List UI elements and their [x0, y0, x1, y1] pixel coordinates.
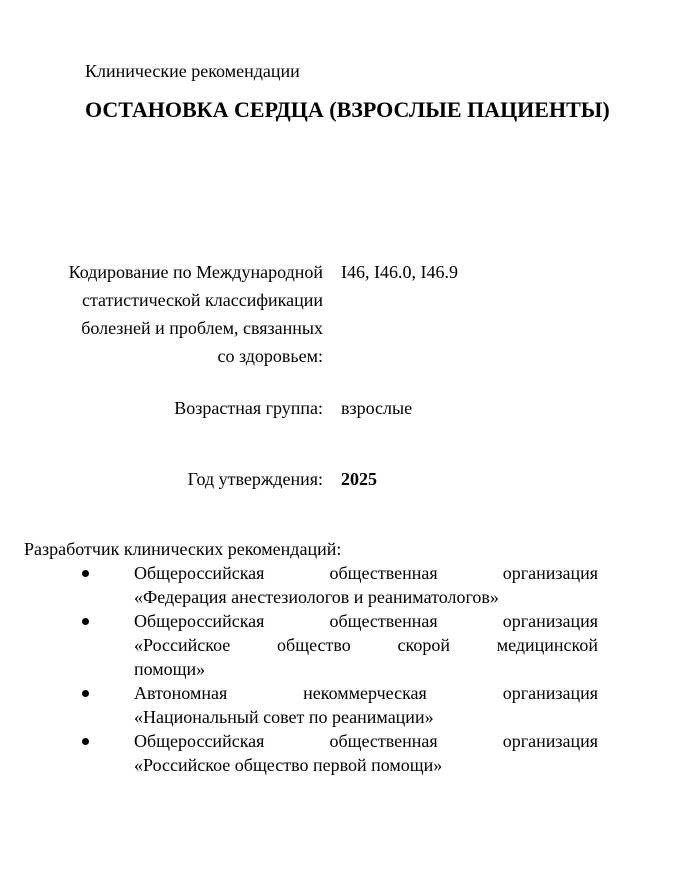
document-subtitle: Клинические рекомендации [85, 61, 300, 81]
developer-item-line: Общероссийская общественная организация [134, 563, 598, 583]
developer-item-line: Общероссийская общественная организация [134, 611, 598, 631]
developer-item-line: помощи» [134, 659, 206, 679]
developer-item [0, 681, 598, 729]
icd-coding-label-line: Кодирование по Международной [68, 262, 323, 282]
approval-year-label: Год утверждения: [187, 469, 323, 489]
icd-coding-label-line: статистической классификации [81, 290, 323, 310]
approval-year-value: 2025 [341, 469, 377, 489]
developer-item-line: Автономная некоммерческая организация [134, 683, 598, 703]
developer-item [0, 609, 598, 681]
document-title: ОСТАНОВКА СЕРДЦА (ВЗРОСЛЫЕ ПАЦИЕНТЫ) [85, 97, 610, 122]
developer-item-line: Общероссийская общественная организация [134, 731, 598, 751]
icd-coding-label-line: болезней и проблем, связанных [81, 318, 323, 338]
bullet-icon [82, 618, 89, 625]
developer-item-line: «Российское общество скорой медицинской [134, 635, 598, 655]
developer-item-line: «Российское общество первой помощи» [134, 755, 443, 775]
bullet-icon [82, 738, 89, 745]
developer-item [0, 561, 598, 609]
bullet-icon [82, 570, 89, 577]
icd-coding-value: I46, I46.0, I46.9 [341, 262, 458, 282]
developer-item-line: «Национальный совет по реанимации» [134, 707, 434, 727]
developer-item-line: «Федерация анестезиологов и реаниматологов» [134, 587, 499, 607]
age-group-value: взрослые [341, 398, 413, 418]
icd-coding-label [69, 258, 323, 370]
developers-list [0, 561, 700, 777]
developer-item [0, 729, 598, 777]
bullet-icon [82, 690, 89, 697]
age-group-label: Возрастная группа: [174, 398, 323, 418]
icd-coding-label-line: со здоровьем: [217, 346, 323, 366]
developers-heading: Разработчик клинических рекомендаций: [24, 539, 342, 559]
